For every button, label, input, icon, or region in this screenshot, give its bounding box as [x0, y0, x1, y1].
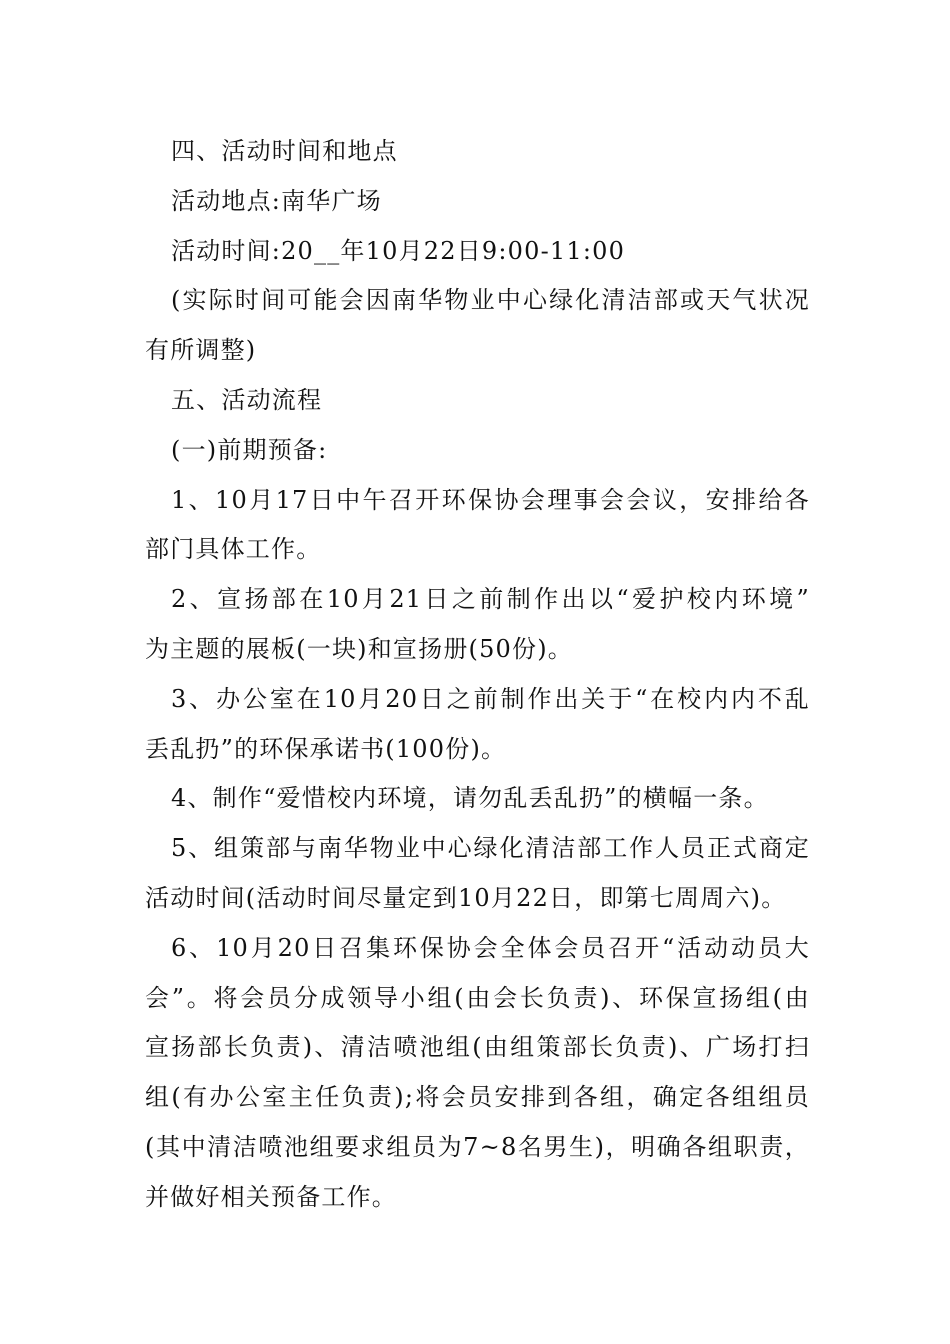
step-6-line-5: (其中清洁喷池组要求组员为7~8名男生)，明确各组职责，: [145, 1132, 810, 1161]
step-6-line-2: 会”。将会员分成领导小组(由会长负责)、环保宣扬组(由: [145, 983, 810, 1012]
section-heading-process: 五、活动流程: [171, 385, 323, 414]
step-5-line-2: 活动时间(活动时间尽量定到10月22日，即第七周周六)。: [145, 883, 787, 912]
step-6-line-6: 并做好相关预备工作。: [145, 1182, 397, 1211]
step-4: 4、制作“爱惜校内环境，请勿乱丢乱扔”的横幅一条。: [171, 784, 769, 813]
step-1-line-2: 部门具体工作。: [145, 535, 322, 564]
time-adjust-note-line-2: 有所调整): [145, 336, 257, 365]
step-1-line-1: 1、10月17日中午召开环保协会理事会会议，安排给各: [171, 485, 810, 514]
step-6-line-4: 组(有办公室主任负责);将会员安排到各组，确定各组组员: [145, 1083, 810, 1112]
time-adjust-note-line-1: (实际时间可能会因南华物业中心绿化清洁部或天气状况: [171, 286, 810, 315]
step-2-line-1: 2、宣扬部在10月21日之前制作出以“爱护校内环境”: [171, 585, 810, 614]
document-body: [145, 127, 810, 1223]
step-2-line-2: 为主题的展板(一块)和宣扬册(50份)。: [145, 634, 573, 663]
subsection-heading-preparation: (一)前期预备:: [171, 435, 328, 464]
step-6-line-3: 宣扬部长负责)、清洁喷池组(由组策部长负责)、广场打扫: [145, 1033, 810, 1062]
step-5-line-1: 5、组策部与南华物业中心绿化清洁部工作人员正式商定: [171, 834, 810, 863]
step-3-line-2: 丢乱扔”的环保承诺书(100份)。: [145, 734, 507, 763]
activity-location: 活动地点:南华广场: [171, 186, 382, 215]
step-6-line-1: 6、10月20日召集环保协会全体会员召开“活动动员大: [171, 933, 810, 962]
section-heading-time-place: 四、活动时间和地点: [171, 137, 398, 165]
step-3-line-1: 3、办公室在10月20日之前制作出关于“在校内内不乱: [171, 684, 810, 713]
activity-time: 活动时间:20__年10月22日9:00-11:00: [171, 236, 626, 265]
